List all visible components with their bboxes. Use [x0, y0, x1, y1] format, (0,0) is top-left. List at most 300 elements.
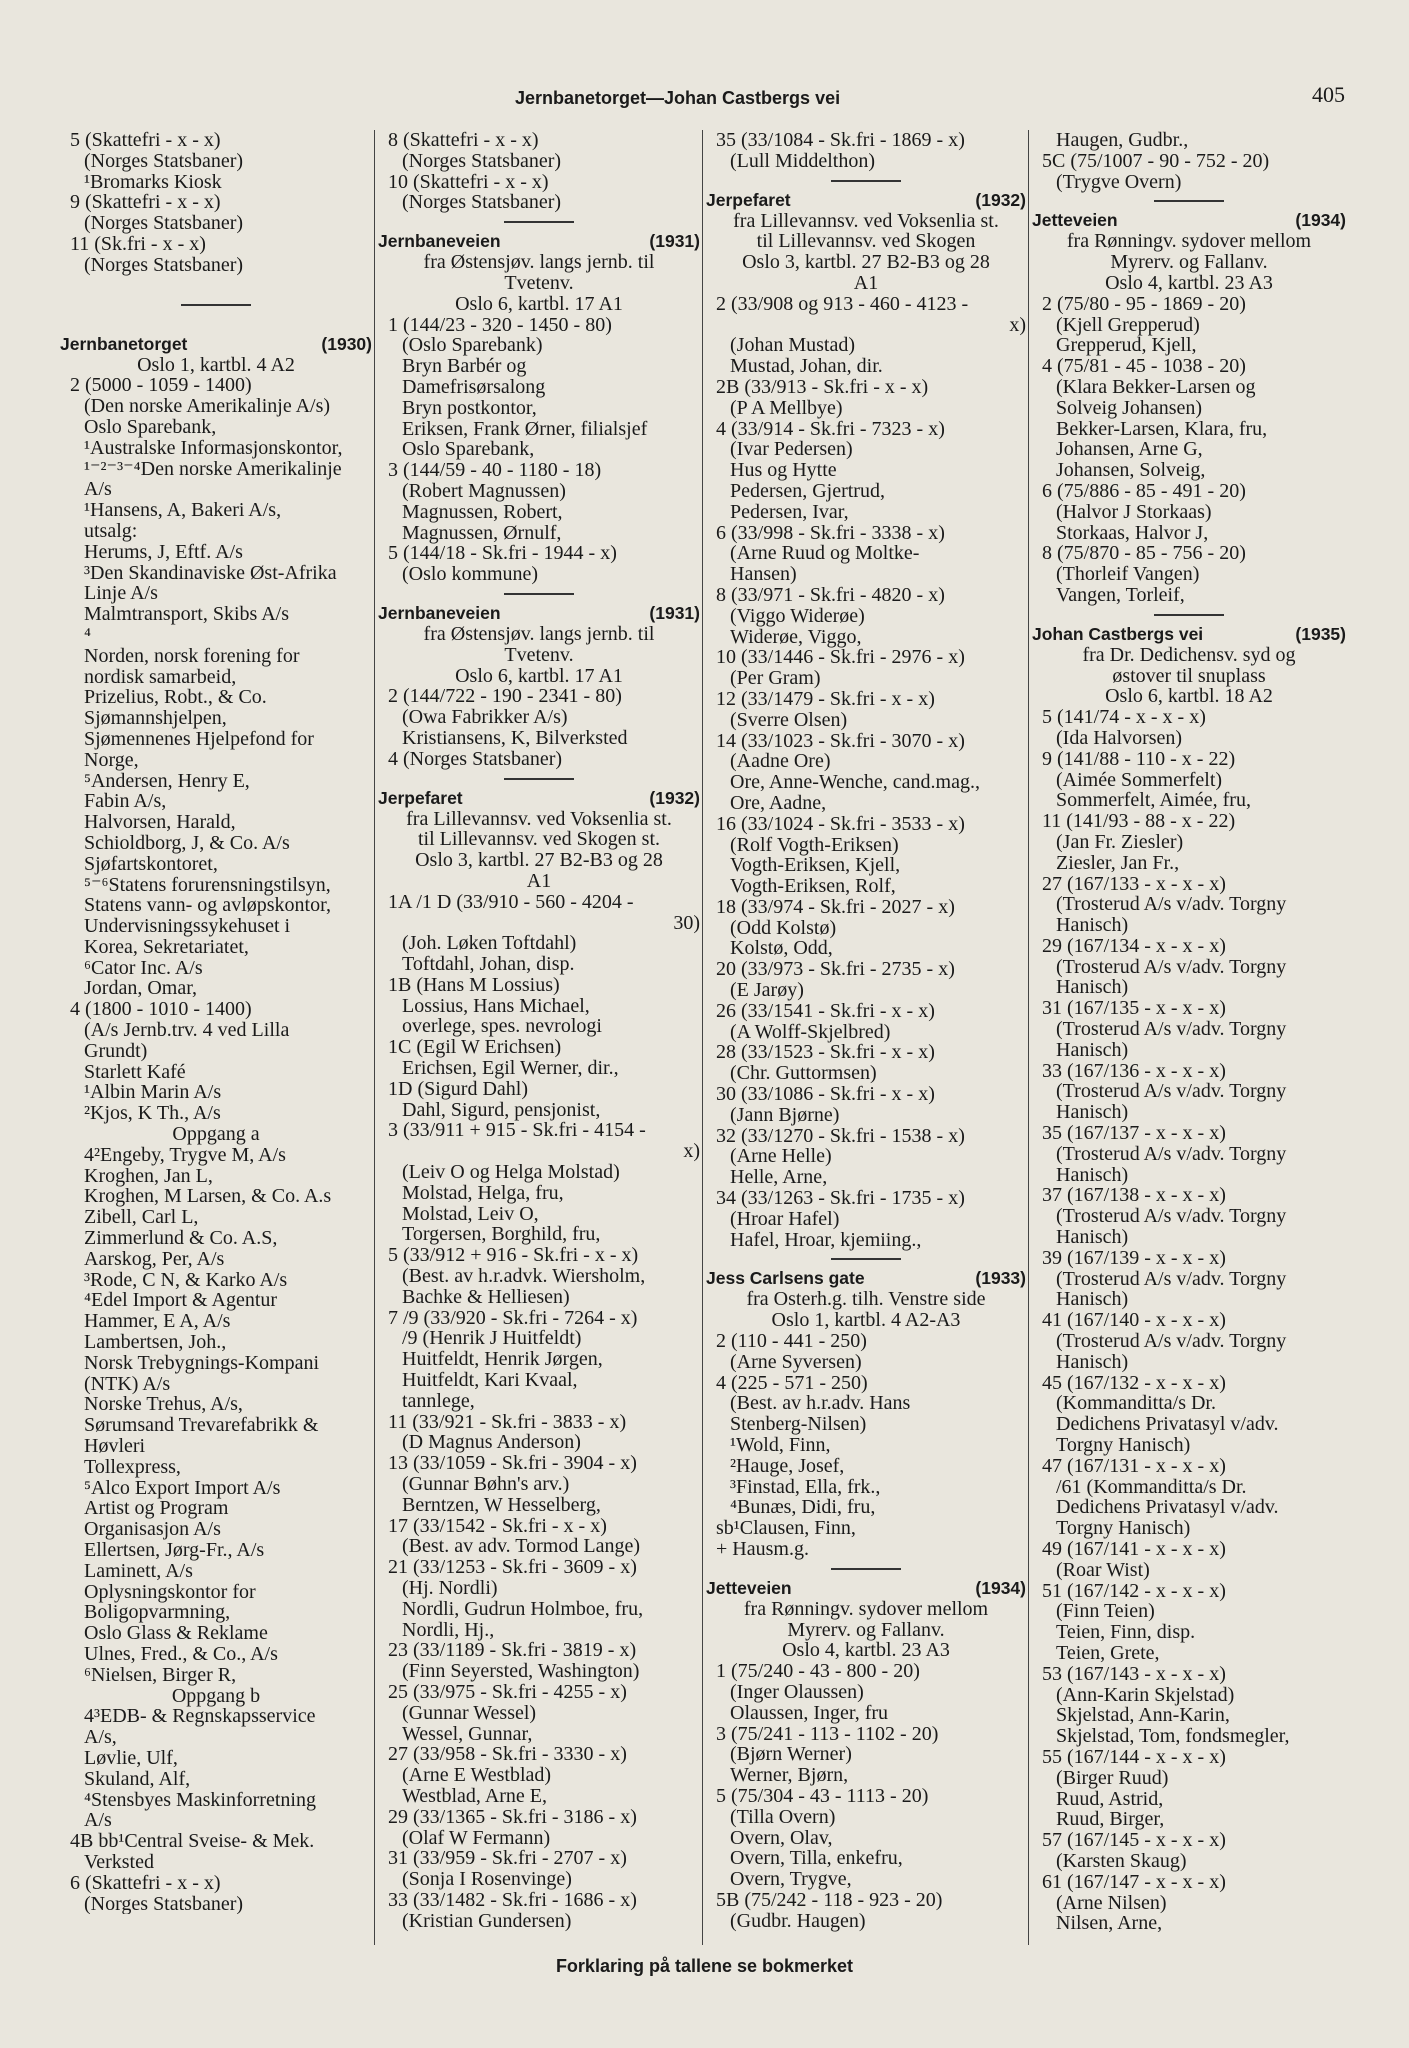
street-heading	[706, 1578, 1026, 1599]
address-entry: 2 (5000 - 1059 - 1400)	[70, 374, 252, 397]
resident-line: (Arne Helle)	[730, 1145, 832, 1168]
section-divider	[1154, 200, 1224, 202]
resident-line: (Jan Fr. Ziesler)	[1056, 830, 1184, 853]
street-description: til Lillevannsv. ved Skogen	[756, 230, 976, 253]
resident-line: (Trosterud A/s v/adv. Torgny	[1056, 1330, 1287, 1353]
address-entry: 4 (Norges Statsbaner)	[388, 747, 563, 770]
address-entry: 33 (33/1482 - Sk.fri - 1686 - x)	[388, 1888, 637, 1911]
resident-line: (Den norske Amerikalinje A/s)	[84, 395, 331, 418]
address-entry: 5 (141/74 - x - x - x)	[1042, 706, 1206, 729]
address-entry: 34 (33/1263 - Sk.fri - 1735 - x)	[716, 1187, 965, 1210]
street-description: Oslo 4, kartbl. 23 A3	[782, 1639, 950, 1662]
address-entry: 13 (33/1059 - Sk.fri - 3904 - x)	[388, 1452, 637, 1475]
resident-line: Widerøe, Viggo,	[730, 625, 862, 648]
resident-line: Malmtransport, Skibs A/s	[84, 603, 290, 626]
resident-line: Hanisch)	[1056, 1163, 1129, 1186]
resident-line: Kroghen, Jan L,	[84, 1164, 213, 1187]
street-year: (1931)	[649, 602, 700, 623]
address-entry: 16 (33/1024 - Sk.fri - 3533 - x)	[716, 812, 965, 835]
street-heading	[378, 231, 700, 252]
address-entry: 57 (167/145 - x - x - x)	[1042, 1829, 1226, 1852]
street-year: (1930)	[321, 333, 372, 354]
address-entry: 35 (33/1084 - Sk.fri - 1869 - x)	[716, 130, 965, 151]
blank-line	[60, 314, 372, 334]
resident-line: (NTK) A/s	[84, 1372, 171, 1395]
resident-line: (Hj. Nordli)	[402, 1577, 498, 1599]
resident-line: overlege, spes. nevrologi	[402, 1015, 602, 1038]
resident-line: Dedichens Privatasyl v/adv.	[1056, 1413, 1279, 1436]
resident-line: Ore, Anne-Wenche, cand.mag.,	[730, 771, 980, 794]
resident-line: Storkaas, Halvor J,	[1056, 521, 1209, 544]
resident-line: Sjømennenes Hjelpefond for	[84, 727, 314, 750]
resident-line: /9 (Henrik J Huitfeldt)	[402, 1327, 582, 1350]
resident-line: (A/s Jernb.trv. 4 ved Lilla	[84, 1019, 290, 1042]
address-entry: 25 (33/975 - Sk.fri - 4255 - x)	[388, 1680, 627, 1703]
street-heading	[60, 334, 372, 355]
resident-line: ²Kjos, K Th., A/s	[84, 1102, 221, 1125]
address-entry: 4 (75/81 - 45 - 1038 - 20)	[1042, 355, 1246, 378]
street-year: (1934)	[1295, 210, 1346, 231]
resident-line: Schioldborg, J, & Co. A/s	[84, 831, 290, 854]
resident-line: (A Wolff-Skjelbred)	[730, 1020, 891, 1043]
resident-line: Lossius, Hans Michael,	[402, 994, 590, 1017]
resident-line: Ulnes, Fred., & Co., A/s	[84, 1642, 278, 1665]
address-entry: 27 (167/133 - x - x - x)	[1042, 872, 1226, 895]
resident-line: Westblad, Arne E,	[402, 1784, 548, 1807]
resident-line: (Per Gram)	[730, 667, 821, 690]
resident-line: ⁴	[84, 623, 91, 646]
resident-line: (Trosterud A/s v/adv. Torgny	[1056, 1142, 1287, 1165]
resident-line: Hus og Hytte	[730, 459, 837, 482]
resident-line: ³Finstad, Ella, frk.,	[730, 1475, 881, 1498]
resident-line: (Arne E Westblad)	[402, 1764, 552, 1787]
resident-line: Verksted	[84, 1850, 154, 1873]
address-entry: 14 (33/1023 - Sk.fri - 3070 - x)	[716, 729, 965, 752]
street-description: Oslo 6, kartbl. 17 A1	[455, 664, 623, 687]
address-entry: 18 (33/974 - Sk.fri - 2027 - x)	[716, 895, 955, 918]
resident-line: (P A Mellbye)	[730, 396, 843, 419]
resident-line: (Norges Statsbaner)	[402, 149, 562, 172]
resident-line: Kolstø, Odd,	[730, 937, 833, 960]
resident-line: Toftdahl, Johan, disp.	[402, 953, 575, 976]
street-name: Jerpefaret	[378, 787, 463, 808]
address-entry: 4 (33/914 - Sk.fri - 7323 - x)	[716, 417, 945, 440]
address-entry: 2 (144/722 - 190 - 2341 - 80)	[388, 685, 622, 708]
resident-line: (Hroar Hafel)	[730, 1207, 840, 1230]
resident-line: (Tilla Overn)	[730, 1805, 836, 1828]
street-description: fra Østensjøv. langs jernb. til	[423, 251, 655, 274]
resident-line: (Norges Statsbaner)	[402, 191, 562, 214]
resident-line: Jordan, Omar,	[84, 977, 198, 1000]
resident-line: (Arne Syversen)	[730, 1350, 862, 1373]
address-entry: 6 (33/998 - Sk.fri - 3338 - x)	[716, 521, 945, 544]
resident-line: Hanisch)	[1056, 1101, 1129, 1124]
resident-line: Johansen, Solveig,	[1056, 459, 1206, 482]
resident-line: Norden, norsk forening for	[84, 644, 300, 667]
address-entry: 1B (Hans M Lossius)	[388, 973, 560, 996]
resident-line: ²Hauge, Josef,	[730, 1454, 845, 1477]
street-year: (1932)	[975, 189, 1026, 210]
address-entry: 33 (167/136 - x - x - x)	[1042, 1059, 1226, 1082]
resident-line: Linje A/s	[84, 582, 158, 605]
address-entry: 28 (33/1523 - Sk.fri - x - x)	[716, 1041, 935, 1064]
resident-line: (Thorleif Vangen)	[1056, 563, 1200, 586]
address-entry: 20 (33/973 - Sk.fri - 2735 - x)	[716, 958, 955, 981]
resident-line: Dahl, Sigurd, pensjonist,	[402, 1098, 601, 1121]
resident-line: (Arne Nilsen)	[1056, 1891, 1167, 1914]
resident-line: A/s	[84, 478, 112, 501]
resident-line: (Leiv O og Helga Molstad)	[402, 1161, 620, 1184]
resident-line: ¹Bromarks Kiosk	[84, 170, 222, 193]
resident-line: Stenberg-Nilsen)	[730, 1413, 867, 1436]
address-entry: 5 (33/912 + 916 - Sk.fri - x - x)	[388, 1244, 639, 1267]
resident-line: ⁵Andersen, Henry E,	[84, 769, 250, 792]
resident-line: Bekker-Larsen, Klara, fru,	[1056, 417, 1268, 440]
resident-line: Damefrisørsalong	[402, 375, 546, 398]
resident-line: (Gunnar Wessel)	[402, 1701, 537, 1724]
resident-line: (Kjell Grepperud)	[1056, 313, 1200, 336]
resident-line: (Viggo Widerøe)	[730, 604, 865, 627]
resident-line: Hafel, Hroar, kjemiing.,	[730, 1228, 922, 1251]
address-entry: 6 (75/886 - 85 - 491 - 20)	[1042, 479, 1246, 502]
address-entry: 26 (33/1541 - Sk.fri - x - x)	[716, 999, 935, 1022]
address-entry: 35 (167/137 - x - x - x)	[1042, 1122, 1226, 1145]
resident-line: Wessel, Gunnar,	[402, 1722, 533, 1745]
column-3	[706, 130, 1026, 1932]
resident-line: tannlege,	[402, 1389, 475, 1412]
address-entry: 49 (167/141 - x - x - x)	[1042, 1538, 1226, 1560]
address-entry: 11 (Sk.fri - x - x)	[70, 232, 206, 255]
blank-line	[60, 276, 372, 296]
resident-line: (Arne Ruud og Moltke-	[730, 542, 920, 565]
address-entry: 8 (Skattefri - x - x)	[388, 130, 539, 151]
resident-line: (Kommanditta/s Dr.	[1056, 1392, 1216, 1415]
resident-line: Teien, Grete,	[1056, 1641, 1160, 1664]
resident-line: (Ida Halvorsen)	[1056, 726, 1183, 749]
resident-line: (Sverre Olsen)	[730, 708, 848, 731]
resident-line: Vogth-Eriksen, Kjell,	[730, 854, 901, 877]
address-entry: 29 (33/1365 - Sk.fri - 3186 - x)	[388, 1805, 637, 1828]
resident-line: Skuland, Alf,	[84, 1767, 191, 1790]
address-entry: 51 (167/142 - x - x - x)	[1042, 1579, 1226, 1602]
address-entry: 31 (33/959 - Sk.fri - 2707 - x)	[388, 1847, 627, 1870]
resident-line: Organisasjon A/s	[84, 1518, 221, 1541]
address-entry: 37 (167/138 - x - x - x)	[1042, 1184, 1226, 1207]
street-description: fra Osterh.g. tilh. Venstre side	[746, 1288, 986, 1311]
resident-line: (Ivar Pedersen)	[730, 438, 853, 461]
address-entry: 1 (144/23 - 320 - 1450 - 80)	[388, 313, 612, 336]
street-description: A1	[526, 869, 552, 892]
resident-line: Hanisch)	[1056, 976, 1129, 999]
resident-line: Huitfeldt, Kari Kvaal,	[402, 1369, 578, 1392]
street-heading	[378, 603, 700, 624]
resident-line: Zibell, Carl L,	[84, 1206, 199, 1229]
resident-line: Hammer, E A, A/s	[84, 1310, 231, 1333]
resident-line: (Best. av adv. Tormod Lange)	[402, 1535, 640, 1558]
page-header	[0, 82, 1409, 116]
street-heading	[1032, 624, 1346, 645]
resident-line: Bryn postkontor,	[402, 396, 537, 419]
resident-line: Vangen, Torleif,	[1056, 583, 1185, 606]
resident-line: ⁴Bunæs, Didi, fru,	[730, 1496, 876, 1519]
street-heading	[378, 788, 700, 809]
line-continuation: 30)	[673, 911, 700, 934]
resident-line: Eriksen, Frank Ørner, filialsjef	[402, 417, 648, 440]
resident-line: (Trosterud A/s v/adv. Torgny	[1056, 955, 1287, 978]
address-entry: 11 (33/921 - Sk.fri - 3833 - x)	[388, 1410, 627, 1433]
resident-line: Helle, Arne,	[730, 1166, 828, 1189]
resident-line: Torgny Hanisch)	[1056, 1517, 1191, 1540]
resident-line: Hanisch)	[1056, 1350, 1129, 1373]
resident-line: (Sonja I Rosenvinge)	[402, 1868, 572, 1891]
address-entry: 2 (110 - 441 - 250)	[716, 1330, 867, 1353]
resident-line: (Jann Bjørne)	[730, 1103, 840, 1126]
resident-line: Hansen)	[730, 563, 797, 586]
address-entry: 1 (75/240 - 43 - 800 - 20)	[716, 1660, 920, 1683]
section-divider	[1154, 614, 1224, 616]
street-year: (1934)	[975, 1577, 1026, 1598]
address-entry: 39 (167/139 - x - x - x)	[1042, 1246, 1226, 1269]
resident-line: Undervisningssykehuset i	[84, 915, 291, 938]
street-name: Jernbaneveien	[378, 231, 501, 252]
footer-note: Forklaring på tallene se bokmerket	[555, 1956, 854, 1976]
column-divider	[702, 130, 703, 1945]
resident-line: (Trosterud A/s v/adv. Torgny	[1056, 1205, 1287, 1228]
resident-line: Nordli, Gudrun Holmboe, fru,	[402, 1597, 644, 1620]
resident-line: Sjømannshjelpen,	[84, 707, 227, 730]
resident-line: Laminett, A/s	[84, 1559, 193, 1582]
resident-line: Kroghen, M Larsen, & Co. A.s	[84, 1185, 332, 1208]
resident-line: Mustad, Johan, dir.	[730, 355, 883, 378]
resident-line: Werner, Bjørn,	[730, 1764, 849, 1787]
page-title: Jernbanetorget—Johan Castbergs vei	[515, 88, 841, 108]
resident-line: Skjelstad, Ann-Karin,	[1056, 1704, 1230, 1727]
street-description: Myrerv. og Fallanv.	[1110, 251, 1268, 274]
resident-line: (Norges Statsbaner)	[84, 212, 244, 235]
address-entry: 32 (33/1270 - Sk.fri - 1538 - x)	[716, 1124, 965, 1147]
resident-line: Sommerfelt, Aimée, fru,	[1056, 789, 1251, 812]
address-entry: 2 (33/908 og 913 - 460 - 4123 -	[716, 292, 969, 315]
street-heading	[706, 190, 1026, 211]
resident-line: (Karsten Skaug)	[1056, 1849, 1187, 1872]
resident-line: Oplysningskontor for	[84, 1580, 256, 1603]
resident-line: ⁵Alco Export Import A/s	[84, 1476, 281, 1499]
address-entry: 3 (33/911 + 915 - Sk.fri - 4154 -	[388, 1119, 646, 1142]
address-entry: 61 (167/147 - x - x - x)	[1042, 1870, 1226, 1893]
resident-line: (Best. av h.r.advk. Wiersholm,	[402, 1265, 646, 1288]
resident-line: (Halvor J Storkaas)	[1056, 500, 1212, 523]
address-entry: 21 (33/1253 - Sk.fri - 3609 - x)	[388, 1556, 637, 1579]
resident-line: ¹Wold, Finn,	[730, 1434, 831, 1457]
resident-line: Høvleri	[84, 1435, 146, 1458]
address-entry: 9 (Skattefri - x - x)	[70, 191, 221, 214]
resident-line: (Lull Middelthon)	[730, 149, 875, 172]
street-description: Oslo 3, kartbl. 27 B2-B3 og 28	[742, 251, 990, 274]
column-divider	[374, 130, 375, 1945]
resident-line: Olaussen, Inger, fru	[730, 1701, 889, 1724]
resident-line: Ore, Aadne,	[730, 791, 827, 814]
resident-line: Ellertsen, Jørg-Fr., A/s	[84, 1539, 265, 1561]
resident-line: Grundt)	[84, 1039, 148, 1062]
resident-line: Overn, Trygve,	[730, 1868, 852, 1891]
address-entry: 30 (33/1086 - Sk.fri - x - x)	[716, 1083, 935, 1106]
resident-line: Bryn Barbér og	[402, 355, 527, 378]
resident-line: Overn, Olav,	[730, 1826, 833, 1849]
resident-line: (Trosterud A/s v/adv. Torgny	[1056, 893, 1287, 916]
resident-line: Tollexpress,	[84, 1455, 181, 1478]
resident-line: Prizelius, Robt., & Co.	[84, 686, 267, 709]
column-divider	[1028, 130, 1029, 1945]
address-entry: 45 (167/132 - x - x - x)	[1042, 1371, 1226, 1394]
resident-line: (Gudbr. Haugen)	[730, 1909, 866, 1932]
street-year: (1935)	[1295, 623, 1346, 644]
address-entry: 8 (75/870 - 85 - 756 - 20)	[1042, 542, 1246, 565]
resident-line: Hanisch)	[1056, 914, 1129, 937]
resident-line: (Gunnar Bøhn's arv.)	[402, 1473, 570, 1496]
resident-line: (Roar Wist)	[1056, 1558, 1150, 1581]
resident-line: Boligopvarmning,	[84, 1601, 231, 1624]
column-4	[1032, 130, 1346, 1934]
street-name: Johan Castbergs vei	[1032, 623, 1204, 644]
resident-line: Skjelstad, Tom, fondsmegler,	[1056, 1725, 1290, 1748]
address-entry: + Hausm.g.	[716, 1538, 809, 1560]
resident-line: Fabin A/s,	[84, 790, 167, 813]
address-entry: 2B (33/913 - Sk.fri - x - x)	[716, 375, 929, 398]
street-description: fra Rønningv. sydover mellom	[743, 1597, 989, 1620]
resident-line: Hanisch)	[1056, 1038, 1129, 1061]
resident-line: Oslo Sparebank,	[84, 415, 217, 438]
resident-line: Kristiansens, K, Bilverksted	[402, 726, 628, 749]
resident-line: Hanisch)	[1056, 1226, 1129, 1249]
resident-line: (Olaf W Fermann)	[402, 1826, 551, 1849]
street-name: Jerpefaret	[706, 189, 791, 210]
resident-line: (Bjørn Werner)	[730, 1743, 852, 1766]
address-entry: sb¹Clausen, Finn,	[716, 1517, 856, 1540]
street-description: Tvetenv.	[504, 271, 574, 294]
resident-line: (Klara Bekker-Larsen og	[1056, 375, 1256, 398]
street-name: Jetteveien	[1032, 210, 1118, 231]
resident-line: (D Magnus Anderson)	[402, 1431, 581, 1454]
resident-line: (Aimée Sommerfelt)	[1056, 768, 1223, 791]
resident-line: ¹Australske Informasjonskontor,	[84, 436, 343, 459]
street-description: fra Rønningv. sydover mellom	[1066, 230, 1312, 253]
resident-line: Dedichens Privatasyl v/adv.	[1056, 1496, 1279, 1519]
address-entry: 5B (75/242 - 118 - 923 - 20)	[716, 1888, 943, 1911]
resident-line: Bachke & Helliesen)	[402, 1285, 570, 1308]
resident-line: Vogth-Eriksen, Rolf,	[730, 875, 896, 898]
resident-line: Lambertsen, Joh.,	[84, 1331, 227, 1354]
address-entry: 8 (33/971 - Sk.fri - 4820 - x)	[716, 583, 945, 606]
resident-line: ⁶Nielsen, Birger R,	[84, 1663, 237, 1686]
section-divider	[504, 221, 574, 223]
resident-line: A/s,	[84, 1726, 117, 1749]
resident-line: ⁴Edel Import & Agentur	[84, 1289, 278, 1312]
resident-line: Magnussen, Robert,	[402, 500, 563, 523]
section-divider	[831, 1568, 901, 1570]
resident-line: (Norges Statsbaner)	[84, 149, 244, 172]
address-entry: 1C (Egil W Erichsen)	[388, 1036, 562, 1059]
address-entry: 1A /1 D (33/910 - 560 - 4204 -	[388, 890, 634, 913]
resident-line: Solveig Johansen)	[1056, 396, 1203, 419]
resident-line: (Ann-Karin Skjelstad)	[1056, 1683, 1235, 1706]
resident-line: ⁶Cator Inc. A/s	[84, 956, 203, 979]
resident-line: Artist og Program	[84, 1497, 229, 1520]
address-entry: 9 (141/88 - 110 - x - 22)	[1042, 747, 1236, 770]
section-divider	[181, 304, 251, 306]
street-description: fra Lillevannsv. ved Voksenlia st.	[406, 807, 672, 830]
resident-line: Starlett Kafé	[84, 1060, 186, 1083]
address-entry: 5 (75/304 - 43 - 1113 - 20)	[716, 1784, 929, 1807]
street-description: Oppgang a	[172, 1123, 260, 1146]
address-entry: 4 (1800 - 1010 - 1400)	[70, 998, 252, 1021]
column-1	[60, 130, 372, 1914]
street-name: Jess Carlsens gate	[706, 1268, 865, 1289]
column-2	[378, 130, 700, 1932]
resident-line: (Birger Ruud)	[1056, 1766, 1169, 1789]
resident-line: Ziesler, Jan Fr.,	[1056, 851, 1180, 874]
resident-line: ¹⁻²⁻³⁻⁴Den norske Amerikalinje	[84, 457, 342, 480]
address-entry: 4B bb¹Central Sveise- & Mek.	[70, 1830, 315, 1853]
address-entry: 7 /9 (33/920 - Sk.fri - 7264 - x)	[388, 1306, 638, 1329]
section-divider	[504, 778, 574, 780]
resident-line: Korea, Sekretariatet,	[84, 935, 249, 958]
street-description: fra Lillevannsv. ved Voksenlia st.	[733, 209, 999, 232]
resident-line: (Oslo kommune)	[402, 563, 539, 586]
street-description: østover til snuplass	[1112, 664, 1266, 687]
street-description: Oslo 6, kartbl. 18 A2	[1105, 685, 1273, 708]
street-name: Jernbaneveien	[378, 602, 501, 623]
street-heading	[706, 1268, 1026, 1289]
resident-line: (Finn Teien)	[1056, 1600, 1155, 1623]
address-entry: 23 (33/1189 - Sk.fri - 3819 - x)	[388, 1639, 637, 1662]
resident-line: (Trosterud A/s v/adv. Torgny	[1056, 1080, 1287, 1103]
resident-line: /61 (Kommanditta/s Dr.	[1056, 1475, 1247, 1498]
resident-line: Haugen, Gudbr.,	[1056, 130, 1189, 151]
street-heading	[1032, 210, 1346, 231]
resident-line: Norsk Trebygnings-Kompani	[84, 1351, 320, 1374]
resident-line: ¹Albin Marin A/s	[84, 1081, 222, 1104]
resident-line: Sjøfartskontoret,	[84, 852, 218, 875]
resident-line: Norge,	[84, 748, 139, 771]
resident-line: (Oslo Sparebank)	[402, 334, 543, 357]
resident-line: (Joh. Løken Toftdahl)	[402, 932, 577, 955]
section-divider	[831, 1258, 901, 1260]
section-divider	[504, 593, 574, 595]
resident-line: (Norges Statsbaner)	[84, 253, 244, 276]
resident-line: ⁵⁻⁶Statens forurensningstilsyn,	[84, 873, 331, 896]
address-entry: 5 (Skattefri - x - x)	[70, 130, 221, 151]
address-entry: 10 (33/1446 - Sk.fri - 2976 - x)	[716, 646, 965, 669]
address-entry: 12 (33/1479 - Sk.fri - x - x)	[716, 687, 935, 710]
address-entry: 17 (33/1542 - Sk.fri - x - x)	[388, 1514, 607, 1537]
street-description: Myrerv. og Fallanv.	[787, 1618, 945, 1641]
resident-line: (Johan Mustad)	[730, 334, 855, 357]
resident-line: Overn, Tilla, enkefru,	[730, 1847, 903, 1870]
address-entry: 4 (225 - 571 - 250)	[716, 1371, 868, 1394]
address-entry: 41 (167/140 - x - x - x)	[1042, 1309, 1226, 1332]
address-entry: 47 (167/131 - x - x - x)	[1042, 1454, 1226, 1477]
resident-line: Pedersen, Ivar,	[730, 500, 849, 523]
resident-line: Herums, J, Eftf. A/s	[84, 540, 243, 563]
resident-line: A/s	[84, 1809, 112, 1832]
street-year: (1932)	[649, 787, 700, 808]
resident-line: (Best. av h.r.adv. Hans	[730, 1392, 911, 1415]
resident-line: Ruud, Birger,	[1056, 1808, 1165, 1831]
resident-line: ³Rode, C N, & Karko A/s	[84, 1268, 288, 1291]
street-description: Oslo 3, kartbl. 27 B2-B3 og 28	[415, 849, 663, 872]
resident-line: Oslo Sparebank,	[402, 438, 535, 461]
street-name: Jernbanetorget	[60, 333, 188, 354]
